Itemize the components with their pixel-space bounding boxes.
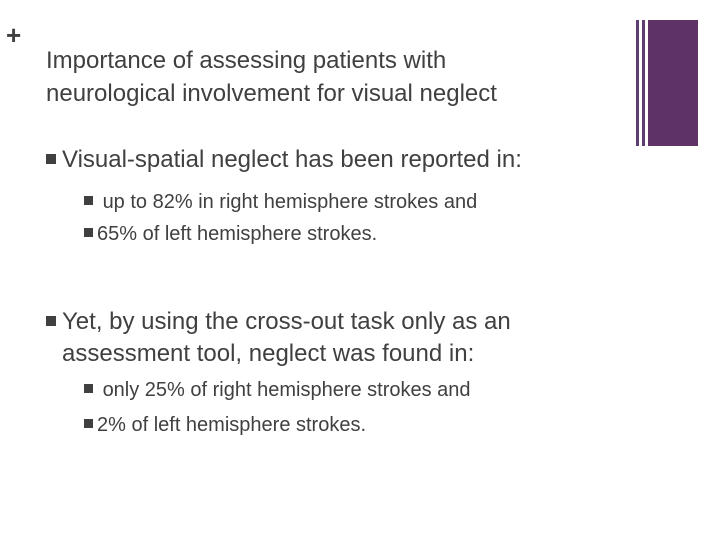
sub-bullet-square-icon — [84, 384, 93, 393]
sub-bullet-square-icon — [84, 196, 93, 205]
sub-bullet-item-1-1 — [84, 190, 477, 214]
title-line-2: neurological involvement for visual neglect — [46, 80, 497, 107]
sub-bullet-item-2-1 — [84, 378, 471, 402]
bullet-text-line-1: Yet, by using the cross-out task only as an — [62, 308, 511, 335]
sub-bullet-text: only 25% of right hemisphere strokes and — [102, 379, 471, 401]
sub-bullet-text: up to 82% in right hemisphere strokes and — [102, 191, 478, 213]
bullet-text-line-2: assessment tool, neglect was found in: — [62, 340, 475, 367]
sub-bullet-item-2-2 — [84, 413, 366, 437]
bullet-text: Visual-spatial neglect has been reported in: — [62, 146, 522, 173]
bullet-item-2 — [46, 306, 511, 370]
accent-bar-thin-1 — [636, 20, 639, 146]
bullet-square-icon — [46, 154, 56, 164]
sub-bullet-text: 65% of left hemisphere strokes. — [97, 223, 378, 245]
accent-block — [648, 20, 698, 146]
accent-bar-thin-2 — [642, 20, 645, 146]
title-line-1: Importance of assessing patients with — [46, 47, 447, 74]
bullet-square-icon — [46, 316, 56, 326]
plus-mark: + — [6, 20, 22, 50]
sub-bullet-square-icon — [84, 228, 93, 237]
bullet-item-1 — [46, 144, 522, 176]
slide-title — [46, 44, 606, 110]
sub-bullet-square-icon — [84, 419, 93, 428]
sub-bullet-text: 2% of left hemisphere strokes. — [97, 414, 367, 436]
sub-bullet-item-1-2 — [84, 222, 377, 246]
